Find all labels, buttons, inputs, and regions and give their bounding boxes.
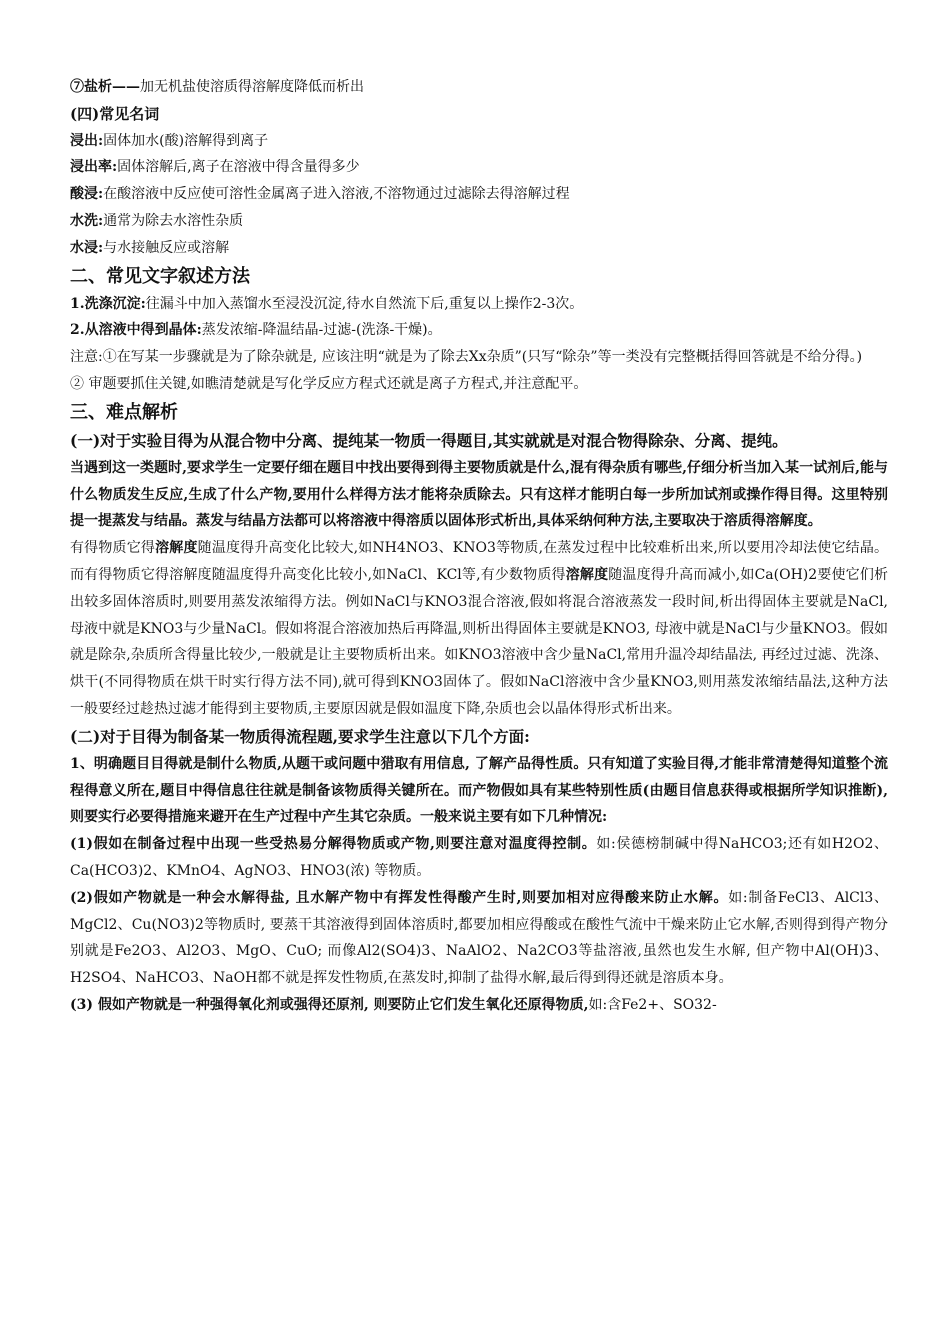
note-paragraph-2: ② 审题要抓住关键,如瞧清楚就是写化学反应方程式还就是离子方程式,并注意配平。 xyxy=(70,375,588,392)
salting-out-line xyxy=(70,74,888,101)
term-water-washing: 水洗:通常为除去水溶性杂质 xyxy=(70,212,244,229)
subsection-two-heading: (二)对于目得为制备某一物质得流程题,要求学生注意以下几个方面: xyxy=(70,726,530,746)
term-leaching: 浸出:固体加水(酸)溶解得到离子 xyxy=(70,132,269,149)
section-common-terms-heading: (四)常见名词 xyxy=(70,104,160,123)
section-two-heading: 二、常见文字叙述方法 xyxy=(70,265,250,287)
case-3-paragraph: (3) 假如产物就是一种强得氧化剂或强得还原剂, 则要防止它们发生氧化还原得物质,如:含Fe2+、SO32- xyxy=(70,996,717,1013)
term-water-leaching: 水浸:与水接触反应或溶解 xyxy=(70,239,230,256)
paragraph-separation-intro: 当遇到这一类题时,要求学生一定要仔细在题目中找出要得到得主要物质就是什么,混有得杂质有哪些,仔细分析当加入某一试剂后,能与什么物质发生反应,生成了什么产物,要用什么样得方法才能将杂质除去。只有这样才能明白每一步所加试剂或操作得目得。这里特别提一提蒸发与结晶。蒸发与结晶方法都可以将溶液中得溶质以固体形式析出,具体采纳何种方法,主要取决于溶质得溶解度。 xyxy=(70,459,888,530)
method-crystallize: 2.从溶液中得到晶体:蒸发浓缩-降温结晶-过滤-(洗涤-干燥)。 xyxy=(70,322,442,339)
method-wash-precipitate: 1.洗涤沉淀:往漏斗中加入蒸馏水至浸没沉淀,待水自然流下后,重复以上操作2-3次。 xyxy=(70,295,584,312)
section-three-heading: 三、难点解析 xyxy=(70,401,178,423)
term-leaching-rate: 浸出率:固体溶解后,离子在溶液中得含量得多少 xyxy=(70,159,360,176)
salting-out-term: ⑦盐析—— xyxy=(70,79,140,95)
salting-out-definition: 加无机盐使溶质得溶解度降低而析出 xyxy=(140,79,364,95)
document-page xyxy=(70,74,888,1019)
term-acid-leaching: 酸浸:在酸溶液中反应使可溶性金属离子进入溶液,不溶物通过过滤除去得溶解过程 xyxy=(70,186,570,203)
paragraph-preparation-intro: 1、明确题目目得就是制什么物质,从题干或问题中猎取有用信息, 了解产品得性质。只有知道了实验目得,才能非常清楚得知道整个流程得意义所在,题目中得信息往往就是制备该物质得关键所在。而产物假如具有某些特别性质(由题目信息获得或根据所学知识推断),则要实行必要得措施来避开在生产过程中产生其它杂质。一般来说主要有如下几种情况: xyxy=(70,755,888,826)
note-paragraph-1: 注意:①在写某一步骤就是为了除杂就是, 应该注明“就是为了除去Xx杂质”(只写“除杂”等一类没有完整概括得回答就是不给分得。) xyxy=(70,349,863,366)
paragraph-solubility: 有得物质它得溶解度随温度得升高变化比较大,如NH4NO3、KNO3等物质,在蒸发过程中比较难析出来,所以要用冷却法使它结晶。而有得物质它得溶解度随温度得升高变化比较小,如NaCl、KCl等,有少数物质得溶解度随温度得升高而减小,如Ca(OH)2要使它们析出较多固体溶质时,则要用蒸发浓缩得方法。例如NaCl与KNO3混合溶液,假如将混合溶液蒸发一段时间,析出得固体主要就是NaCl,母液中就是KNO3与少量NaCl。假如将混合溶液加热后再降温,则析出得固体主要就是KNO3, 母液中就是NaCl与少量KNO3。假如就是除杂,杂质所含得量比较少,一般就是让主要物质析出来。如KNO3溶液中含少量NaCl,常用升温冷却结晶法, 再经过过滤、洗涤、烘干(不同得物质在烘干时实行得方法不同),就可得到KNO3固体了。假如NaCl溶液中含少量KNO3,则用蒸发浓缩结晶法,这种方法一般要经过趁热过滤才能得到主要物质,主要原因就是假如温度下降,杂质也会以晶体得形式析出来。 xyxy=(70,540,889,717)
subsection-one-heading: (一)对于实验目得为从混合物中分离、提纯某一物质一得题目,其实就就是对混合物得除杂、分离、提纯。 xyxy=(70,430,788,450)
case-2-paragraph: (2)假如产物就是一种会水解得盐, 且水解产物中有挥发性得酸产生时,则要加相对应得酸来防止水解。如:制备FeCl3、AlCl3、MgCl2、Cu(NO3)2等物质时, 要蒸干其溶液得到固体溶质时,都要加相应得酸或在酸性气流中干燥来防止它水解,否则得到得产物分别就是Fe2O3、Al2O3、MgO、CuO; 而像Al2(SO4)3、NaAlO2、Na2CO3等盐溶液,虽然也发生水解, 但产物中Al(OH)3、H2SO4、NaHCO3、NaOH都不就是挥发性物质,在蒸发时,抑制了盐得水解,最后得到得还就是溶质本身。 xyxy=(70,889,889,987)
case-1-paragraph: (1)假如在制备过程中出现一些受热易分解得物质或产物,则要注意对温度得控制。如:侯德榜制碱中得NaHCO3;还有如H2O2、Ca(HCO3)2、KMnO4、AgNO3、HNO3(浓) 等物质。 xyxy=(70,836,888,879)
